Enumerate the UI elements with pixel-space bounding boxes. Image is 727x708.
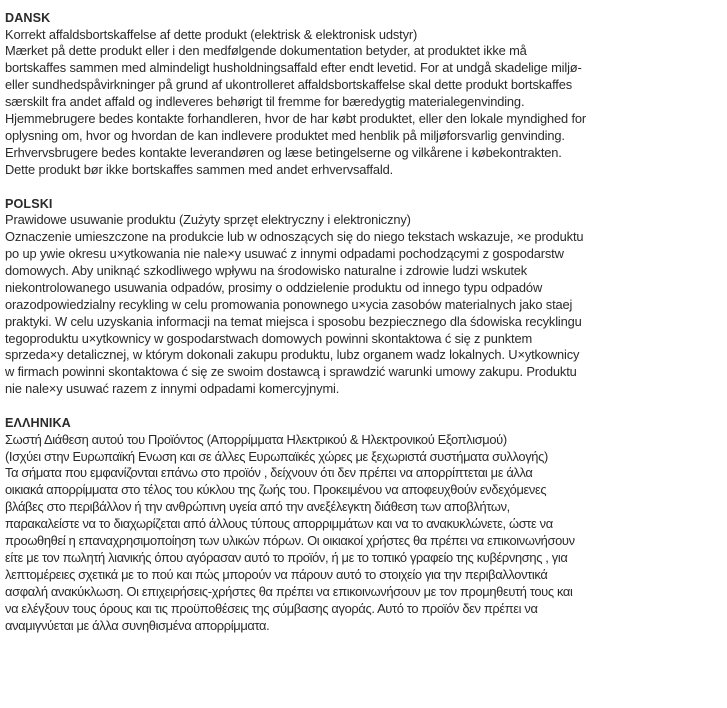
section-greek — [5, 415, 722, 634]
text-line: bortskaffes sammen med almindeligt husholdningsaffald efter endt levetid. For at undgå skadelige miljø- — [5, 60, 582, 76]
text-line: Hjemmebrugere bedes kontakte forhandleren, hvor de har købt produktet, eller den lokale myndighed for — [5, 111, 587, 127]
text-line: praktyki. W celu uzyskania informacji na temat miejsca i sposobu bezpiecznego dla śdowiska recyklingu — [5, 313, 582, 329]
section-heading: DANSK — [5, 11, 51, 25]
text-line: særskilt fra andet affald og indleveres behørigt til fremme for bæredygtig materialegenvinding. — [5, 94, 525, 110]
section-heading: ΕΛΛΗΝΙΚΑ — [5, 416, 71, 431]
text-line: eller sundhedspåvirkninger på grund af ukontrolleret affaldsbortskaffelse skal dette produkt bortskaffes — [5, 77, 572, 93]
text-line: οικιακά απορρίμματα στο τέλος του κύκλου της ζωής του. Προκειμένου να αποφευχθούν ενδεχόμενες — [5, 482, 547, 498]
text-line: w firmach powinni skontaktowa ć się ze swoim dostawcą i sprawdzić warunki umowy zakupu. Produktu — [5, 364, 577, 380]
section-heading: POLSKI — [5, 196, 53, 211]
text-line: Korrekt affaldsbortskaffelse af dette produkt (elektrisk & elektronisk udstyr) — [5, 26, 418, 42]
text-line: nie nale×y usuwać razem z innymi odpadami komercyjnymi. — [5, 381, 340, 397]
text-line: orazodpowiedzialny recykling w celu promowania ponownego u×ycia zasobów materialnych jako staej — [5, 296, 573, 312]
section-danish — [5, 10, 722, 179]
text-line: λεπτομέρειες σχετικά με το πού και πώς μπορούν να πάρουν αυτό το στοιχείο για την περιβαλλοντικά — [5, 566, 548, 582]
text-line: sprzeda×y detalicznej, w którym dokonali zakupu produktu, lubz organem wadz lokalnych. U×ytkownicy — [5, 347, 580, 363]
text-line: παρακαλείστε να το διαχωρίζεται από άλλους τύπους απορριμμάτων και να το ανακυκλώνετε, ώστε να — [5, 516, 553, 532]
text-line: domowych. Aby uniknąć szkodliwego wpływu na środowisko naturalne i zdrowie ludzi wskutek — [5, 262, 528, 278]
text-line: Prawidowe usuwanie produktu (Zużyty sprzęt elektryczny i elektroniczny) — [5, 212, 411, 228]
text-line: niekontrolowanego usuwania odpadów, prosimy o oddzielenie produktu od innego typu odpadów — [5, 279, 543, 295]
section-polish — [5, 196, 722, 398]
text-line: αναμιγνύεται με άλλα συνηθισμένα απορρίμματα. — [5, 617, 270, 633]
text-line: Erhvervsbrugere bedes kontakte leverandøren og læse betingelserne og vilkårene i købekontrakten. — [5, 144, 562, 160]
document-page — [5, 10, 722, 652]
text-line: Oznaczenie umieszczone na produkcie lub w odnoszących się do niego tekstach wskazuje, ×e produktu — [5, 229, 584, 245]
text-line: να ελέγξουν τους όρους και τις προϋποθέσεις της σύμβασης αγοράς. Αυτό το προϊόν δεν πρέπει να — [5, 600, 538, 616]
text-line: ασφαλή ανακύκλωση. Οι επιχειρήσεις-χρήστες θα πρέπει να επικοινωνήσουν με τον προμηθευτή τους και — [5, 583, 573, 599]
text-line: (Ισχύει στην Ευρωπαϊκή Ενωση και σε άλλες Ευρωπαϊκές χώρες με ξεχωριστά συστήματα συλλογής) — [5, 448, 548, 464]
text-line: tegoproduktu u×ytkownicy w gospodarstwach domowych powinni skontaktowa ć się z punktem — [5, 330, 533, 346]
text-line: προωθηθεί η επαναχρησιμοποίηση των υλικών πόρων. Οι οικιακοί χρήστες θα πρέπει να επικοινωνήσουν — [5, 533, 575, 549]
text-line: βλάβες στο περιβάλλον ή την ανθρώπινη υγεία από την ανεξέλεγκτη διάθεση των αποβλήτων, — [5, 499, 510, 515]
text-line: oplysning om, hvor og hvordan de kan indlevere produktet med henblik på miljøforsvarlig genvinding. — [5, 127, 565, 143]
text-line: Τα σήματα που εμφανίζονται επάνω στο προϊόν , δείχνουν ότι δεν πρέπει να απορρίπτεται με άλλα — [5, 465, 533, 481]
text-line: Dette produkt bør ikke bortskaffes sammen med andet erhvervsaffald. — [5, 161, 394, 177]
text-line: po up ywie okresu u×ytkowania nie nale×y usuwać z innymi odpadami pochodzącymi z gospodarstw — [5, 245, 564, 261]
text-line: είτε με τον πωλητή λιανικής όπου αγόρασαν αυτό το προϊόν, ή με το τοπικό γραφείο της κυβέρνησης , για — [5, 549, 568, 565]
text-line: Mærket på dette produkt eller i den medfølgende dokumentation betyder, at produktet ikke må — [5, 43, 527, 59]
text-line: Σωστή Διάθεση αυτού του Προϊόντος (Απορρίμματα Ηλεκτρικού & Ηλεκτρονικού Εξοπλισμού) — [5, 431, 507, 447]
